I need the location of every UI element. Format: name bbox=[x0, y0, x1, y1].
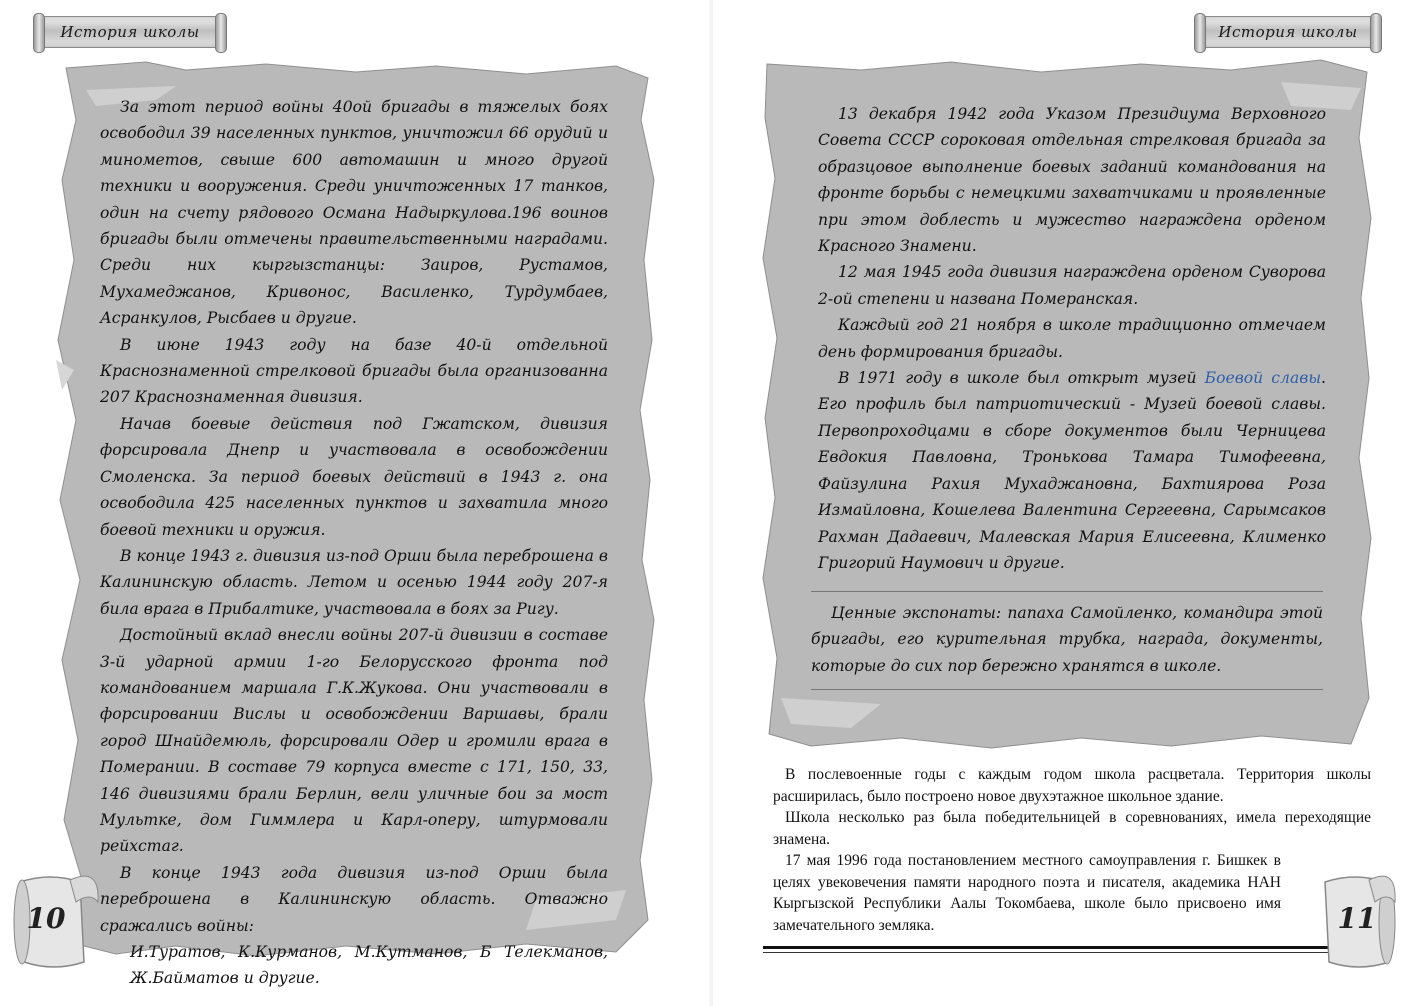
museum-text-after: . Его профиль был патриотический - Музей боевой славы. Первопроходцами в сборе документов были Черницева Евдокия Павловна, Тронькова Тамара Тимофеевна, Файзулина Рахия Мухаджановна, Бахтиярова Роза Измайловна, Кошелева Валентина Сергеевна, Сарымсаков Рахман Дадаевич, Малевская Мария Елисеевна, Клименко Григорий Наумович и другие. bbox=[818, 369, 1327, 572]
print-paragraph-2: Школа несколько раз была победительницей в соревнованиях, имела переходящие знамена. bbox=[773, 809, 1371, 848]
right-paragraph-2: 12 мая 1945 года дивизия награждена орденом Суворова 2-ой степени и названа Померанская. bbox=[818, 263, 1326, 308]
left-paragraph-3: Начав боевые действия под Гжатском, дивизия форсировала Днепр и участвовала в освобождении Смоленска. За период боевых действий в 1943 г. она освободила 425 населенных пунктов и захватила много боевой техники и оружия. bbox=[100, 414, 608, 539]
left-paragraph-5: Достойный вклад внесли войны 207-й дивизии в составе 3-й ударной армии 1-го Белорусского фронта под командованием маршала Г.К.Жукова. Они участвовали в форсировании Вислы и освобождении Варшавы, брали город Шнайдемюль, форсировали Одер и громили врага в Померании. В составе 79 корпуса вместе с 171, 150, 33, 146 дивизиями брали Берлин, вели уличные бои за мост Мультке, дом Гиммлера и Карл-оперу, штурмовали рейхстаг. bbox=[100, 626, 608, 856]
left-page-number: 10 bbox=[26, 902, 66, 935]
left-paragraph-1: За этот период войны 40ой бригады в тяжелых боях освободил 39 населенных пунктов, уничтожил 66 орудий и минометов, свыше 600 автомашин и много другой техники и вооружения. Среди уничтоженных 17 танков, один на счету рядового Османа Надыркулова.196 воинов бригады были отмечены правительственными наградами. Среди них кыргызстанцы: Заиров, Рустамов, Мухамеджанов, Кривонос, Василенко, Турдумбаев, Асранкулов, Рысбаев и другие. bbox=[100, 98, 608, 328]
exhibits-quote-box bbox=[811, 591, 1323, 690]
bottom-rule-thick bbox=[763, 946, 1337, 949]
left-header-title: История школы bbox=[60, 23, 200, 41]
exhibits-quote: Ценные экспонаты: папаха Самойленко, командира этой бригады, его курительная трубка, награда, документы, которые до сих пор бережно хранятся в школе. bbox=[811, 604, 1323, 675]
right-page-number: 11 bbox=[1337, 902, 1377, 935]
right-paragraph-1: 13 декабря 1942 года Указом Президиума Верховного Совета СССР сороковая отдельная стрелковая бригада за образцовое выполнение боевых заданий командования на фронте борьбы с немецкими захватчиками и проявленные при этом доблесть и мужество награждена орденом Красного Знамени. bbox=[818, 105, 1326, 256]
right-page-number-scroll bbox=[1309, 872, 1399, 982]
left-body-text bbox=[100, 94, 608, 992]
left-paragraph-6: В конце 1943 года дивизия из-под Орши была переброшена в Калининскую область. Отважно сражались войны: bbox=[100, 863, 608, 935]
right-paragraph-3: Каждый год 21 ноября в школе традиционно отмечаем день формирования бригады. bbox=[818, 316, 1326, 361]
museum-link[interactable]: Боевой славы bbox=[1204, 369, 1322, 388]
right-page bbox=[711, 0, 1423, 1006]
left-paragraph-2: В июне 1943 году на базе 40-й отдельной Краснознаменной стрелковой бригады была организованна 207 Краснознаменная дивизия. bbox=[100, 335, 608, 407]
left-header-banner bbox=[40, 16, 220, 48]
print-paragraph-1: В послевоенные годы с каждым годом школа расцветала. Территория школы расширилась, было построено новое двухэтажное школьное здание. bbox=[773, 766, 1371, 805]
left-page bbox=[0, 0, 711, 1006]
bottom-rule-thin bbox=[763, 952, 1337, 953]
museum-text-before: В 1971 году в школе был открыт музей bbox=[838, 369, 1205, 388]
print-paragraph-3: 17 мая 1996 года постановлением местного самоуправления г. Бишкек в целях увековечения памяти народного поэта и писателя, академика НАН Кыргызской Республики Аалы Токомбаева, школе было присвоено имя замечательного земляка. bbox=[773, 852, 1281, 934]
right-printed-text bbox=[773, 764, 1371, 936]
right-header-banner bbox=[1201, 16, 1375, 48]
right-header-title: История школы bbox=[1218, 23, 1358, 41]
right-body-text bbox=[818, 101, 1326, 576]
left-paragraph-4: В конце 1943 г. дивизия из-под Орши была переброшена в Калининскую область. Летом и осенью 1944 году 207-я била врага в Прибалтике, участвовала в боях за Ригу. bbox=[100, 546, 608, 618]
right-paragraph-museum bbox=[818, 365, 1326, 576]
left-names-line: И.Туратов, К.Курманов, М.Кутманов, Б Телекманов, Ж.Байматов и другие. bbox=[130, 943, 608, 988]
left-page-number-scroll bbox=[10, 872, 100, 982]
